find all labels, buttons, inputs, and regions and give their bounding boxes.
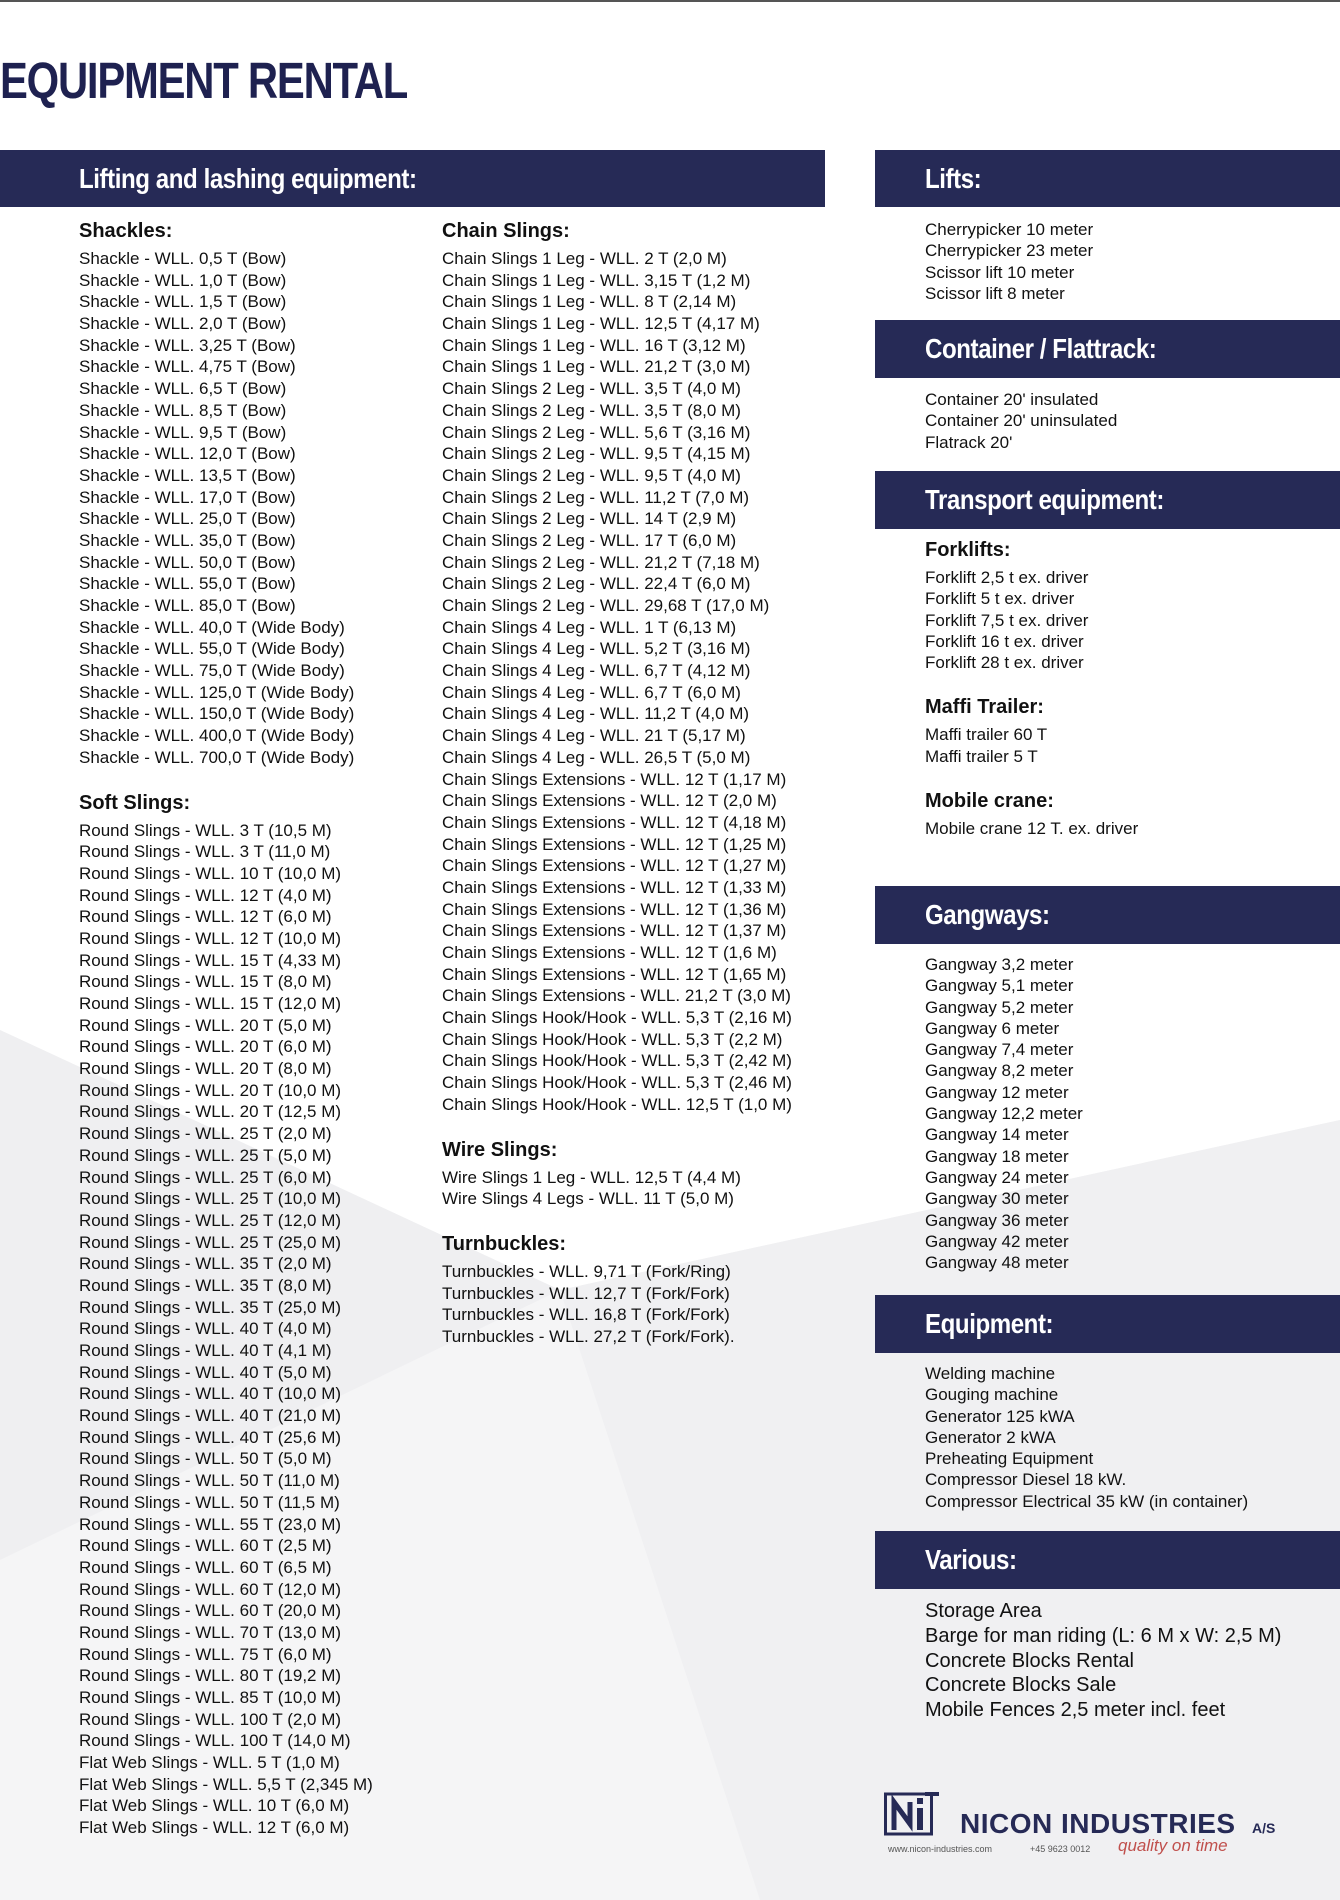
list-item: Turnbuckles - WLL. 9,71 T (Fork/Ring) <box>442 1261 731 1281</box>
list-item: Chain Slings 2 Leg - WLL. 29,68 T (17,0 M) <box>442 596 770 615</box>
list-item: Concrete Blocks Sale <box>925 1674 1117 1697</box>
list-item: Round Slings - WLL. 25 T (6,0 M) <box>79 1167 332 1187</box>
list-item: Chain Slings 2 Leg - WLL. 5,6 T (3,16 M) <box>442 422 751 442</box>
list-item: Forklift 16 t ex. driver <box>925 631 1084 651</box>
list-item: Shackle - WLL. 4,75 T (Bow) <box>79 357 296 377</box>
list-item: Round Slings - WLL. 25 T (10,0 M) <box>79 1189 342 1209</box>
list-item: Chain Slings Hook/Hook - WLL. 5,3 T (2,16 M) <box>442 1008 792 1028</box>
various-section <box>925 1599 1281 1723</box>
forklifts-title: Forklifts: <box>925 539 1011 561</box>
list-item: Gangway 42 meter <box>925 1231 1069 1251</box>
list-item: Gangway 3,2 meter <box>925 955 1074 974</box>
list-item: Round Slings - WLL. 55 T (23,0 M) <box>79 1514 342 1534</box>
list-item: Shackle - WLL. 9,5 T (Bow) <box>79 422 287 442</box>
logo-phone: +45 9623 0012 <box>1030 1844 1091 1854</box>
list-item: Flat Web Slings - WLL. 10 T (6,0 M) <box>79 1796 350 1816</box>
list-item: Maffi trailer 5 T <box>925 746 1038 766</box>
list-item: Shackle - WLL. 1,5 T (Bow) <box>79 292 287 312</box>
lifts-heading: Lifts: <box>925 162 982 194</box>
list-item: Round Slings - WLL. 70 T (13,0 M) <box>79 1622 342 1642</box>
list-item: Chain Slings 2 Leg - WLL. 17 T (6,0 M) <box>442 530 737 550</box>
list-item: Shackle - WLL. 2,0 T (Bow) <box>79 314 287 334</box>
list-item: Turnbuckles - WLL. 12,7 T (Fork/Fork) <box>442 1283 730 1303</box>
list-item: Scissor lift 8 meter <box>925 283 1065 303</box>
list-item: Cherrypicker 10 meter <box>925 220 1094 239</box>
list-item: Barge for man riding (L: 6 M x W: 2,5 M) <box>925 1624 1282 1647</box>
list-item: Shackle - WLL. 8,5 T (Bow) <box>79 400 287 420</box>
list-item: Chain Slings 2 Leg - WLL. 14 T (2,9 M) <box>442 509 737 529</box>
various-header <box>875 1531 1340 1589</box>
list-item: Chain Slings Extensions - WLL. 12 T (1,25 M) <box>442 834 787 854</box>
list-item: Gangway 5,2 meter <box>925 997 1074 1017</box>
column-shackles-soft <box>79 219 373 1839</box>
list-item: Round Slings - WLL. 12 T (6,0 M) <box>79 907 332 927</box>
list-item: Chain Slings 4 Leg - WLL. 1 T (6,13 M) <box>442 617 737 637</box>
list-item: Wire Slings 4 Legs - WLL. 11 T (5,0 M) <box>442 1189 734 1209</box>
logo-suffix: A/S <box>1252 1820 1276 1836</box>
list-item: Shackle - WLL. 25,0 T (Bow) <box>79 509 296 529</box>
list-item: Round Slings - WLL. 35 T (8,0 M) <box>79 1275 332 1295</box>
list-item: Chain Slings Extensions - WLL. 12 T (1,37 M) <box>442 921 787 941</box>
list-item: Gangway 7,4 meter <box>925 1040 1074 1060</box>
list-item: Shackle - WLL. 13,5 T (Bow) <box>79 465 296 485</box>
list-item: Chain Slings Hook/Hook - WLL. 5,3 T (2,46 M) <box>442 1073 792 1093</box>
list-item: Round Slings - WLL. 35 T (2,0 M) <box>79 1254 332 1274</box>
list-item: Chain Slings 4 Leg - WLL. 6,7 T (4,12 M) <box>442 661 751 681</box>
list-item: Chain Slings 2 Leg - WLL. 9,5 T (4,15 M) <box>442 444 751 464</box>
list-item: Round Slings - WLL. 12 T (10,0 M) <box>79 928 342 948</box>
list-item: Shackle - WLL. 0,5 T (Bow) <box>79 249 287 268</box>
list-item: Gangway 24 meter <box>925 1167 1069 1187</box>
list-item: Round Slings - WLL. 50 T (5,0 M) <box>79 1449 332 1469</box>
list-item: Welding machine <box>925 1364 1056 1383</box>
transport-heading: Transport equipment: <box>925 484 1164 515</box>
list-item: Compressor Diesel 18 kW. <box>925 1470 1127 1490</box>
list-item: Chain Slings 1 Leg - WLL. 21,2 T (3,0 M) <box>442 357 751 377</box>
list-item: Flatrack 20' <box>925 432 1013 452</box>
list-item: Round Slings - WLL. 60 T (6,5 M) <box>79 1557 332 1577</box>
list-item: Round Slings - WLL. 35 T (25,0 M) <box>79 1297 342 1317</box>
list-item: Chain Slings 4 Leg - WLL. 6,7 T (6,0 M) <box>442 682 741 702</box>
list-item: Shackle - WLL. 125,0 T (Wide Body) <box>79 682 355 702</box>
list-item: Round Slings - WLL. 20 T (8,0 M) <box>79 1059 332 1079</box>
list-item: Chain Slings 4 Leg - WLL. 26,5 T (5,0 M) <box>442 747 751 767</box>
list-item: Round Slings - WLL. 40 T (5,0 M) <box>79 1362 332 1382</box>
logo-mark-icon <box>884 1790 944 1838</box>
list-item: Shackle - WLL. 12,0 T (Bow) <box>79 444 296 464</box>
various-heading: Various: <box>925 1544 1017 1575</box>
list-item: Chain Slings 1 Leg - WLL. 2 T (2,0 M) <box>442 249 727 268</box>
list-item: Shackle - WLL. 50,0 T (Bow) <box>79 552 296 572</box>
gangways-heading: Gangways: <box>925 899 1050 930</box>
list-item: Forklift 2,5 t ex. driver <box>925 568 1089 587</box>
soft-slings-list <box>79 820 373 1839</box>
list-item: Round Slings - WLL. 40 T (25,6 M) <box>79 1427 342 1447</box>
container-section <box>925 389 1117 453</box>
list-item: Maffi trailer 60 T <box>925 725 1048 745</box>
list-item: Round Slings - WLL. 20 T (6,0 M) <box>79 1037 332 1057</box>
list-item: Chain Slings 4 Leg - WLL. 5,2 T (3,16 M) <box>442 639 751 659</box>
list-item: Chain Slings Extensions - WLL. 12 T (1,27 M) <box>442 856 787 876</box>
list-item: Round Slings - WLL. 15 T (12,0 M) <box>79 994 342 1013</box>
list-item: Gouging machine <box>925 1385 1059 1405</box>
list-item: Chain Slings 1 Leg - WLL. 3,15 T (1,2 M) <box>442 270 751 290</box>
list-item: Shackle - WLL. 17,0 T (Bow) <box>79 487 296 507</box>
shackles-list <box>79 248 373 769</box>
list-item: Round Slings - WLL. 100 T (14,0 M) <box>79 1731 351 1751</box>
maffi-title: Maffi Trailer: <box>925 696 1044 719</box>
list-item: Round Slings - WLL. 40 T (10,0 M) <box>79 1384 342 1404</box>
lifting-header <box>0 150 825 207</box>
list-item: Gangway 18 meter <box>925 1146 1069 1166</box>
list-item: Shackle - WLL. 700,0 T (Wide Body) <box>79 747 355 767</box>
logo-website: www.nicon-industries.com <box>888 1844 993 1854</box>
soft-slings-title: Soft Slings: <box>79 791 191 814</box>
list-item: Chain Slings 1 Leg - WLL. 8 T (2,14 M) <box>442 292 737 312</box>
lifting-heading: Lifting and lashing equipment: <box>79 162 417 194</box>
list-item: Chain Slings 2 Leg - WLL. 21,2 T (7,18 M) <box>442 552 760 572</box>
turnbuckles-title: Turnbuckles: <box>442 1232 567 1255</box>
list-item: Round Slings - WLL. 25 T (12,0 M) <box>79 1210 342 1230</box>
list-item: Chain Slings 4 Leg - WLL. 21 T (5,17 M) <box>442 726 746 746</box>
list-item: Round Slings - WLL. 85 T (10,0 M) <box>79 1688 342 1707</box>
list-item: Chain Slings Extensions - WLL. 12 T (1,17 M) <box>442 769 787 789</box>
list-item: Round Slings - WLL. 15 T (4,33 M) <box>79 950 342 970</box>
list-item: Forklift 28 t ex. driver <box>925 653 1084 673</box>
list-item: Flat Web Slings - WLL. 5,5 T (2,345 M) <box>79 1774 373 1794</box>
list-item: Shackle - WLL. 3,25 T (Bow) <box>79 335 296 355</box>
list-item: Chain Slings Extensions - WLL. 12 T (4,18 M) <box>442 812 787 832</box>
lifts-list <box>925 219 1093 304</box>
list-item: Generator 125 kWA <box>925 1406 1075 1426</box>
list-item: Gangway 30 meter <box>925 1189 1069 1209</box>
list-item: Generator 2 kWA <box>925 1427 1056 1447</box>
list-item: Chain Slings 2 Leg - WLL. 22,4 T (6,0 M) <box>442 574 751 594</box>
list-item: Gangway 48 meter <box>925 1253 1069 1273</box>
crane-title: Mobile crane: <box>925 790 1054 813</box>
lifts-header <box>875 150 1340 207</box>
equipment-header <box>875 1295 1340 1353</box>
company-logo <box>884 1790 1304 1860</box>
list-item: Container 20' insulated <box>925 390 1099 409</box>
list-item: Chain Slings Extensions - WLL. 12 T (1,6 M) <box>442 943 777 962</box>
list-item: Chain Slings 2 Leg - WLL. 9,5 T (4,0 M) <box>442 465 741 485</box>
list-item: Gangway 6 meter <box>925 1018 1060 1038</box>
chain-slings-list <box>442 248 792 1116</box>
list-item: Container 20' uninsulated <box>925 411 1118 431</box>
equipment-section <box>925 1363 1248 1512</box>
list-item: Chain Slings 1 Leg - WLL. 12,5 T (4,17 M) <box>442 314 760 334</box>
crane-list <box>925 818 1138 839</box>
list-item: Gangway 12 meter <box>925 1082 1069 1102</box>
wire-slings-title: Wire Slings: <box>442 1138 558 1161</box>
transport-header <box>875 471 1340 529</box>
list-item: Round Slings - WLL. 12 T (4,0 M) <box>79 885 332 905</box>
list-item: Cherrypicker 23 meter <box>925 241 1094 261</box>
list-item: Chain Slings Extensions - WLL. 21,2 T (3,0 M) <box>442 986 791 1006</box>
maffi-list <box>925 724 1138 767</box>
list-item: Scissor lift 10 meter <box>925 262 1075 282</box>
list-item: Shackle - WLL. 1,0 T (Bow) <box>79 270 287 290</box>
list-item: Round Slings - WLL. 100 T (2,0 M) <box>79 1709 342 1729</box>
list-item: Turnbuckles - WLL. 16,8 T (Fork/Fork) <box>442 1305 730 1325</box>
list-item: Round Slings - WLL. 25 T (25,0 M) <box>79 1232 342 1252</box>
container-heading: Container / Flattrack: <box>925 333 1157 364</box>
list-item: Shackle - WLL. 55,0 T (Wide Body) <box>79 639 345 659</box>
gangways-section <box>925 954 1083 1273</box>
list-item: Gangway 14 meter <box>925 1125 1069 1145</box>
list-item: Mobile Fences 2,5 meter incl. feet <box>925 1699 1226 1722</box>
list-item: Shackle - WLL. 85,0 T (Bow) <box>79 596 296 615</box>
list-item: Shackle - WLL. 55,0 T (Bow) <box>79 574 296 594</box>
list-item: Chain Slings Hook/Hook - WLL. 5,3 T (2,42 M) <box>442 1051 792 1071</box>
list-item: Round Slings - WLL. 40 T (4,0 M) <box>79 1319 332 1339</box>
column-chain-wire-turn <box>442 219 792 1348</box>
list-item: Chain Slings 2 Leg - WLL. 3,5 T (8,0 M) <box>442 400 741 420</box>
list-item: Forklift 5 t ex. driver <box>925 589 1075 609</box>
gangways-header <box>875 886 1340 944</box>
list-item: Forklift 7,5 t ex. driver <box>925 610 1089 630</box>
list-item: Chain Slings 1 Leg - WLL. 16 T (3,12 M) <box>442 335 746 355</box>
list-item: Mobile crane 12 T. ex. driver <box>925 819 1139 839</box>
list-item: Chain Slings Extensions - WLL. 12 T (1,33 M) <box>442 877 787 897</box>
list-item: Round Slings - WLL. 40 T (21,0 M) <box>79 1406 342 1426</box>
list-item: Shackle - WLL. 40,0 T (Wide Body) <box>79 617 345 637</box>
list-item: Round Slings - WLL. 75 T (6,0 M) <box>79 1644 332 1664</box>
list-item: Chain Slings Extensions - WLL. 12 T (1,65 M) <box>442 964 787 984</box>
list-item: Chain Slings Extensions - WLL. 12 T (1,36 M) <box>442 899 787 919</box>
list-item: Round Slings - WLL. 60 T (20,0 M) <box>79 1601 342 1621</box>
turnbuckles-list <box>442 1261 792 1348</box>
list-item: Round Slings - WLL. 20 T (12,5 M) <box>79 1102 342 1122</box>
list-item: Preheating Equipment <box>925 1449 1094 1469</box>
forklifts-list <box>925 567 1138 673</box>
list-item: Round Slings - WLL. 3 T (11,0 M) <box>79 842 331 862</box>
list-item: Round Slings - WLL. 20 T (10,0 M) <box>79 1080 342 1100</box>
list-item: Chain Slings 2 Leg - WLL. 11,2 T (7,0 M) <box>442 487 750 507</box>
list-item: Round Slings - WLL. 60 T (12,0 M) <box>79 1579 342 1599</box>
list-item: Chain Slings 4 Leg - WLL. 11,2 T (4,0 M) <box>442 704 750 724</box>
list-item: Round Slings - WLL. 25 T (2,0 M) <box>79 1124 332 1144</box>
list-item: Chain Slings Extensions - WLL. 12 T (2,0 M) <box>442 791 777 811</box>
list-item: Round Slings - WLL. 3 T (10,5 M) <box>79 820 332 840</box>
list-item: Flat Web Slings - WLL. 12 T (6,0 M) <box>79 1818 350 1838</box>
list-item: Chain Slings Hook/Hook - WLL. 5,3 T (2,2 M) <box>442 1029 783 1049</box>
list-item: Round Slings - WLL. 10 T (10,0 M) <box>79 863 342 883</box>
list-item: Round Slings - WLL. 60 T (2,5 M) <box>79 1536 332 1556</box>
list-item: Turnbuckles - WLL. 27,2 T (Fork/Fork). <box>442 1326 735 1346</box>
list-item: Wire Slings 1 Leg - WLL. 12,5 T (4,4 M) <box>442 1167 741 1187</box>
list-item: Chain Slings 2 Leg - WLL. 3,5 T (4,0 M) <box>442 379 741 399</box>
list-item: Round Slings - WLL. 15 T (8,0 M) <box>79 972 332 992</box>
container-list <box>925 389 1117 453</box>
chain-slings-title: Chain Slings: <box>442 220 570 242</box>
lifts-section <box>925 219 1093 304</box>
equipment-list <box>925 1363 1248 1512</box>
list-item: Gangway 12,2 meter <box>925 1104 1083 1124</box>
shackles-title: Shackles: <box>79 220 173 242</box>
list-item: Round Slings - WLL. 25 T (5,0 M) <box>79 1145 332 1165</box>
list-item: Round Slings - WLL. 80 T (19,2 M) <box>79 1666 342 1686</box>
list-item: Gangway 36 meter <box>925 1210 1069 1230</box>
gangways-list <box>925 954 1083 1273</box>
list-item: Round Slings - WLL. 50 T (11,5 M) <box>79 1492 340 1512</box>
logo-tagline: quality on time <box>1118 1836 1228 1855</box>
logo-name: NICON INDUSTRIES <box>960 1808 1236 1839</box>
list-item: Gangway 8,2 meter <box>925 1061 1074 1081</box>
transport-section <box>925 538 1138 839</box>
list-item: Shackle - WLL. 75,0 T (Wide Body) <box>79 661 345 681</box>
list-item: Round Slings - WLL. 20 T (5,0 M) <box>79 1015 332 1035</box>
list-item: Shackle - WLL. 35,0 T (Bow) <box>79 530 296 550</box>
top-rule <box>0 0 1340 2</box>
list-item: Shackle - WLL. 6,5 T (Bow) <box>79 379 287 399</box>
container-header <box>875 320 1340 378</box>
list-item: Chain Slings Hook/Hook - WLL. 12,5 T (1,0 M) <box>442 1094 792 1114</box>
list-item: Flat Web Slings - WLL. 5 T (1,0 M) <box>79 1753 340 1773</box>
list-item: Round Slings - WLL. 50 T (11,0 M) <box>79 1471 340 1491</box>
wire-slings-list <box>442 1167 792 1210</box>
list-item: Shackle - WLL. 150,0 T (Wide Body) <box>79 704 355 724</box>
various-list <box>925 1599 1281 1723</box>
list-item: Shackle - WLL. 400,0 T (Wide Body) <box>79 726 355 746</box>
list-item: Round Slings - WLL. 40 T (4,1 M) <box>79 1341 332 1360</box>
list-item: Concrete Blocks Rental <box>925 1649 1134 1672</box>
list-item: Compressor Electrical 35 kW (in container) <box>925 1491 1249 1511</box>
equipment-heading: Equipment: <box>925 1308 1054 1339</box>
page-title: EQUIPMENT RENTAL <box>0 52 408 109</box>
list-item: Gangway 5,1 meter <box>925 976 1074 996</box>
list-item: Storage Area <box>925 1600 1042 1622</box>
